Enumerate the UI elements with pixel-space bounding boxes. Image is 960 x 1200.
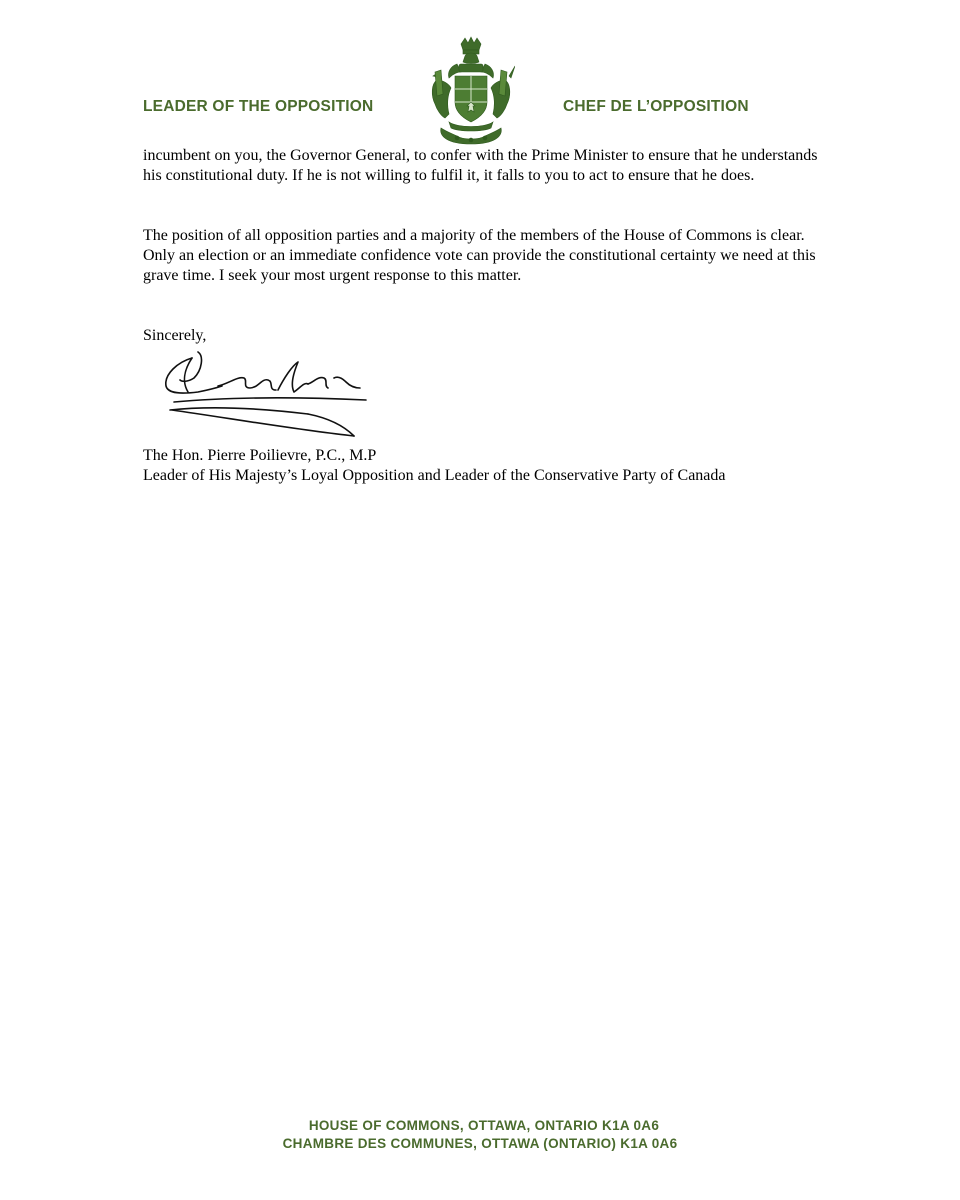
footer-address-fr: CHAMBRE DES COMMUNES, OTTAWA (ONTARIO) K1A 0A6	[282, 1136, 678, 1151]
paragraph-governor-general: incumbent on you, the Governor General, to confer with the Prime Minister to ensure that he understands his constitutional duty. If he is not willing to fulfil it, it falls to you to act to ensure that he does.	[143, 147, 818, 184]
closing-salutation: Sincerely,	[143, 327, 207, 344]
paragraph-opposition-position: The position of all opposition parties and a majority of the members of the House of Commons is clear. Only an election or an immediate confidence vote can provide the constitutional certainty we need at this grave time. I seek your most urgent response to this matter.	[143, 227, 816, 284]
signatory-title: Leader of His Majesty’s Loyal Opposition and Leader of the Conservative Party of Canada	[143, 467, 726, 484]
letterhead-title-fr: CHEF DE L’OPPOSITION	[563, 98, 749, 115]
coat-of-arms-icon	[427, 36, 515, 146]
signature-image	[158, 348, 373, 443]
signatory-name: The Hon. Pierre Poilievre, P.C., M.P	[143, 447, 377, 464]
footer-address-en: HOUSE OF COMMONS, OTTAWA, ONTARIO K1A 0A6	[308, 1118, 660, 1133]
letterhead-title-en: LEADER OF THE OPPOSITION	[143, 98, 374, 115]
